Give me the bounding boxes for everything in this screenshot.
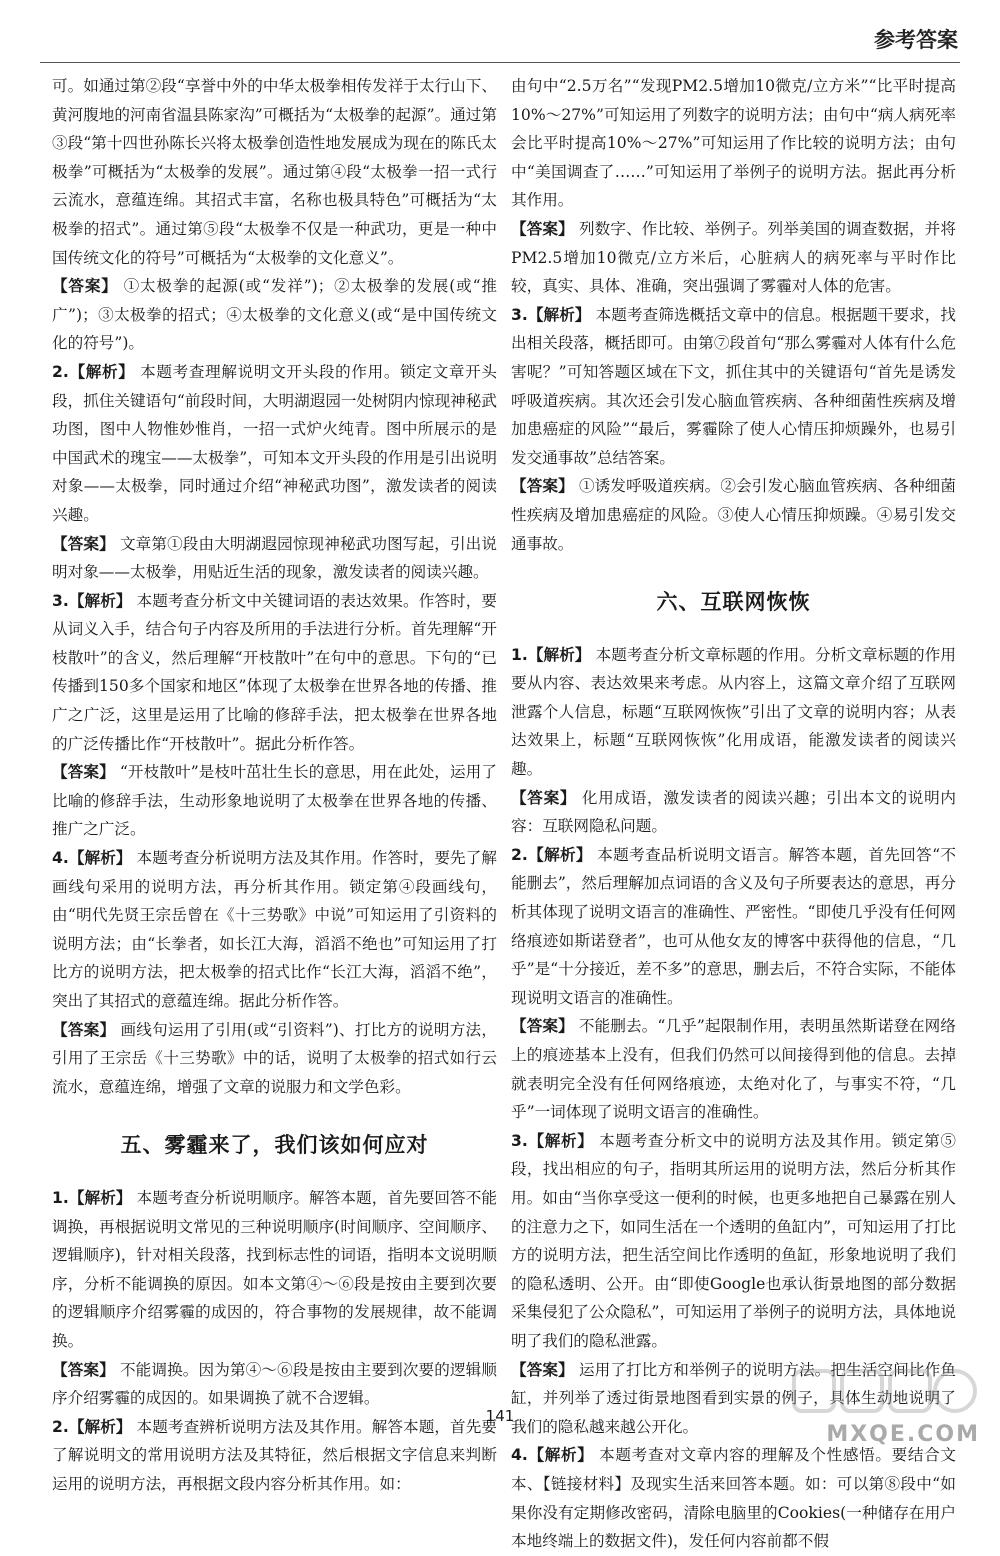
- analysis-text: 本题考查对文章内容的理解及个性感悟。要结合文本、【链接材料】及现实生活来回答本题。如：可以第⑧段中“如果你没有定期修改密码，清除电脑里的Cookies(一种储存在用户本地终端上的数据文件)，发任何内容前都不假: [511, 1446, 956, 1551]
- question-analysis: [52, 358, 497, 530]
- answer-block: [511, 1012, 956, 1126]
- question-number: 1.: [52, 1188, 69, 1207]
- analysis-tag: 【解析】: [68, 1417, 132, 1436]
- analysis-tag: 【解析】: [68, 591, 132, 610]
- section-title: 六、互联网恢恢: [656, 590, 811, 615]
- answer-tag: 【答案】: [511, 788, 577, 807]
- right-column: [511, 72, 956, 1556]
- question-analysis: [511, 1127, 956, 1356]
- analysis-text: 本题考查分析文章标题的作用。分析文章标题的作用要从内容、表达效果来考虑。从内容上，这篇文章介绍了互联网泄露个人信息，标题“互联网恢恢”引出了文章的说明内容；从表达效果上，标题“互联网恢恢”化用成语，能激发读者的阅读兴趣。: [511, 645, 956, 779]
- analysis-text: 本题考查分析文中的说明方法及其作用。锁定第⑤段，找出相应的句子，指明其所运用的说明方法，然后分析其作用。如由“当你享受这一便利的时候，也更多地把自己暴露在别人的注意力之下，如同生活在一个透明的鱼缸内”，可知运用了打比方的说明方法，把生活空间比作透明的鱼缸，形象地说明了我们的隐私透明、公开。由“即使Google也承认街景地图的部分数据采集侵犯了公众隐私”，可知运用了举例子的说明方法，具体地说明了我们的隐私泄露。: [511, 1131, 956, 1350]
- answer-block: [511, 472, 956, 558]
- question-analysis: [52, 587, 497, 759]
- analysis-tag: 【解析】: [68, 1188, 132, 1207]
- answer-block: [52, 530, 497, 587]
- question-number: 1.: [511, 645, 528, 664]
- analysis-text: 本题考查辨析说明方法及其作用。解答本题，首先要了解说明文的常用说明方法及其特征，然后根据文字信息来判断运用的说明方法，再根据文段内容分析其作用。如：: [52, 1417, 497, 1493]
- question-analysis: [52, 1184, 497, 1356]
- analysis-tag: 【解析】: [527, 305, 591, 324]
- question-number: 3.: [511, 1131, 528, 1150]
- answer-text: 画线句运用了引用(或“引资料”)、打比方的说明方法，引用了王宗岳《十三势歌》中的话，说明了太极拳的招式如行云流水，意蕴连绵，增强了文章的说服力和文学色彩。: [52, 1020, 497, 1096]
- answer-block: [52, 1016, 497, 1102]
- analysis-tag: 【解析】: [68, 362, 135, 381]
- analysis-text: 本题考查品析说明文语言。解答本题，首先回答“不能删去”，然后理解加点词语的含义及句子所要表达的意思，再分析其体现了说明文语言的准确性、严密性。“即使几乎没有任何网络痕迹如斯诺登者”，也可从他女友的博客中获得他的信息，“几乎”是“十分接近，差不多”的意思，删去后，不符合实际，不能体现说明文语言的准确性。: [511, 845, 956, 1007]
- question-number: 2.: [52, 362, 69, 381]
- answer-text: ①太极拳的起源(或“发祥”)；②太极拳的发展(或“推广”)；③太极拳的招式；④太极拳的文化意义(或“是中国传统文化的符号”)。: [52, 277, 497, 353]
- answer-text: ①诱发呼吸道疾病。②会引发心脑血管疾病、各种细菌性疾病及增加患癌症的风险。③使人心情压抑烦躁。④易引发交通事故。: [511, 477, 956, 553]
- continued-text: 可。如通过第②段“享誉中外的中华太极拳相传发祥于太行山下、黄河腹地的河南省温县陈家沟”可概括为“太极拳的起源”。通过第③段“第十四世孙陈长兴将太极拳创造性地发展成为现在的陈氏太极拳”可概括为“太极拳的发展”。通过第④段“太极拳一招一式行云流水，意蕴连绵。其招式丰富，名称也极具特色”可概括为“太极拳的招式”。通过第⑤段“太极拳不仅是一种武功，更是一种中国传统文化的符号”可概括为“太极拳的文化意义”。: [52, 77, 497, 267]
- answer-block: [52, 272, 497, 358]
- answer-text: 文章第①段由大明湖遐园惊现神秘武功图写起，引出说明对象——太极拳，用贴近生活的现象，激发读者的阅读兴趣。: [52, 534, 497, 582]
- watermark-text: MXQE.COM: [826, 1422, 980, 1447]
- left-column: [52, 72, 497, 1499]
- analysis-text: 本题考查理解说明文开头段的作用。锁定文章开头段，抓住关键语句“前段时间，大明湖遐园一处树阴内惊现神秘武功图，图中人物惟妙惟肖，一招一式炉火纯青。图中所展示的是中国武术的瑰宝——太极拳”，可知本文开头段的作用是引出说明对象——太极拳，同时通过介绍“神秘武功图”，激发读者的阅读兴趣。: [52, 362, 497, 524]
- answer-tag: 【答案】: [511, 1360, 574, 1379]
- answer-text: 列数字、作比较、举例子。列举美国的调查数据，并将PM2.5增加10微克/立方米后，心脏病人的病死率与平时作比较，真实、具体、准确，突出强调了雾霾对人体的危害。: [511, 219, 956, 296]
- analysis-text: 本题考查筛选概括文章中的信息。根据题干要求，找出相关段落，概括即可。由第⑦段首句“那么雾霾对人体有什么危害呢？”可知答题区域在下文，抓住其中的关键语句“首先是诱发呼吸道疾病。其次还会引发心脑血管疾病、各种细菌性疾病及增加患癌症的风险”“最后，雾霾除了使人心情压抑烦躁外，也易引发交通事故”总结答案。: [511, 305, 956, 467]
- analysis-text: 本题考查分析说明方法及其作用。作答时，要先了解画线句采用的说明方法，再分析其作用。锁定第④段画线句，由“明代先贤王宗岳曾在《十三势歌》中说”可知运用了引资料的说明方法；由“长拳者，如长江大海，滔滔不绝也”可知运用了打比方的说明方法，把太极拳的招式比作“长江大海，滔滔不绝”，突出了其招式的意蕴连绵。据此分析作答。: [52, 849, 497, 1010]
- answer-tag: 【答案】: [511, 1017, 574, 1036]
- question-analysis: [511, 641, 956, 784]
- answer-block: [52, 758, 497, 844]
- question-number: 3.: [52, 591, 69, 610]
- answer-text: “开枝散叶”是枝叶茁壮生长的意思，用在此处，运用了比喻的修辞手法，生动形象地说明了太极拳在世界各地的传播、推广之广泛。: [52, 763, 497, 839]
- question-number: 2.: [511, 845, 528, 864]
- analysis-text: 本题考查分析文中关键词语的表达效果。作答时，要从词义入手，结合句子内容及所用的手法进行分析。首先理解“开枝散叶”的含义，然后理解“开枝散叶”在句中的意思。下句的“已传播到150多个国家和地区”体现了太极拳在世界各地的传播、推广之广泛，这里是运用了比喻的修辞手法，把太极拳在世界各地的广泛传播比作“开枝散叶”。据此分析作答。: [52, 591, 497, 753]
- answer-text: 化用成语，激发读者的阅读兴趣；引出本文的说明内容：互联网隐私问题。: [511, 788, 956, 836]
- question-number: 3.: [511, 305, 528, 324]
- answer-tag: 【答案】: [511, 477, 574, 496]
- answer-tag: 【答案】: [52, 1360, 115, 1379]
- answer-tag: 【答案】: [511, 219, 574, 238]
- analysis-text: 本题考查分析说明顺序。解答本题，首先要回答不能调换，再根据说明文常见的三种说明顺序(时间顺序、空间顺序、逻辑顺序)，针对相关段落，找到标志性的词语，指明本文说明顺序，分析不能调换的原因。如本文第④～⑥段是按由主要到次要的逻辑顺序介绍雾霾的成因的，符合事物的发展规律，故不能调换。: [52, 1188, 497, 1350]
- question-analysis: [511, 841, 956, 1013]
- continued-text: 由句中“2.5万名”“发现PM2.5增加10微克/立方米”“比平时提高10%～27%”可知运用了列数字的说明方法；由句中“病人病死率会比平时提高10%～27%”可知运用了作比较的说明方法；由句中“美国调查了……”可知运用了举例子的说明方法。据此再分析其作用。: [511, 77, 956, 210]
- analysis-tag: 【解析】: [527, 845, 592, 864]
- answer-tag: 【答案】: [52, 534, 115, 553]
- answer-tag: 【答案】: [52, 1020, 116, 1039]
- answer-text: 不能调换。因为第④～⑥段是按由主要到次要的逻辑顺序介绍雾霾的成因的。如果调换了就不合逻辑。: [52, 1360, 497, 1408]
- answer-tag: 【答案】: [52, 277, 118, 296]
- answer-block: [52, 1356, 497, 1413]
- answer-block: [511, 784, 956, 841]
- analysis-tag: 【解析】: [527, 1446, 594, 1465]
- question-analysis: [52, 1413, 497, 1499]
- analysis-tag: 【解析】: [527, 1131, 594, 1150]
- answer-block: [511, 215, 956, 301]
- analysis-tag: 【解析】: [527, 645, 591, 664]
- question-number: 4.: [511, 1446, 528, 1465]
- header-label: 参考答案: [874, 28, 958, 52]
- question-number: 4.: [52, 849, 69, 868]
- section-title: 五、雾霾来了，我们该如何应对: [120, 1133, 429, 1158]
- answer-text: 不能删去。“几乎”起限制作用，表明虽然斯诺登在网络上的痕迹基本上没有，但我们仍然可以间接得到他的信息。去掉就表明完全没有任何网络痕迹，太绝对化了，与事实不符，“几乎”一词体现了说明文语言的准确性。: [511, 1017, 956, 1122]
- question-analysis: [511, 1441, 956, 1555]
- header-divider: [40, 62, 960, 63]
- answer-tag: 【答案】: [52, 763, 115, 782]
- answer-text: 运用了打比方和举例子的说明方法。把生活空间比作鱼缸，并列举了透过街景地图看到实景的例子，具体生动地说明了我们的隐私越来越公开化。: [511, 1360, 956, 1436]
- question-analysis: [511, 301, 956, 473]
- question-number: 2.: [52, 1417, 69, 1436]
- analysis-tag: 【解析】: [68, 849, 132, 868]
- page-number: 141: [485, 1407, 515, 1425]
- question-analysis: [52, 844, 497, 1016]
